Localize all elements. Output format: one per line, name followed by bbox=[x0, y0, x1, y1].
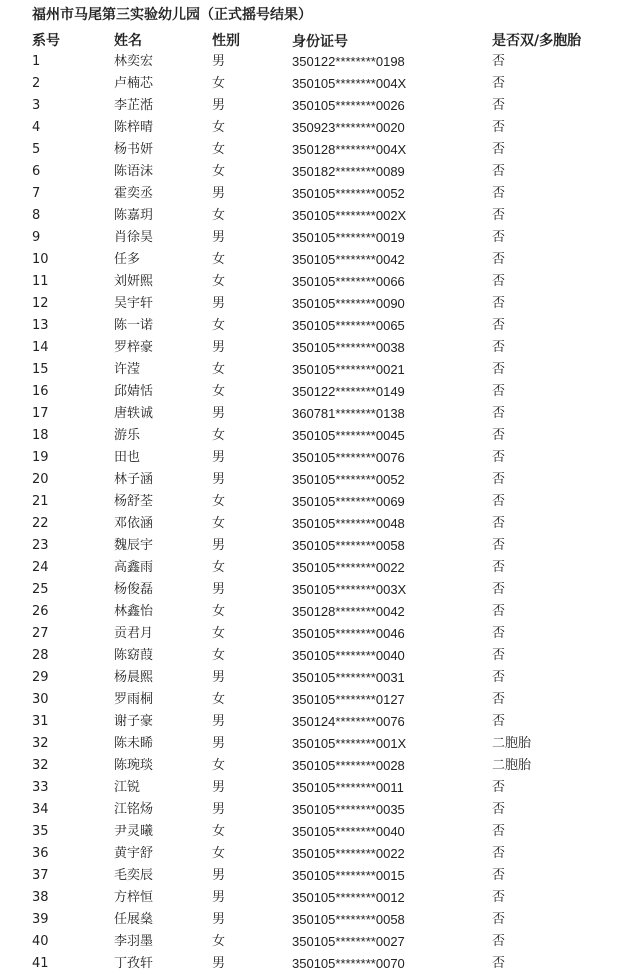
twin-status: 否 bbox=[492, 604, 506, 619]
row-number: 29 bbox=[32, 670, 49, 685]
page-title: 福州市马尾第三实验幼儿园（正式摇号结果） bbox=[32, 7, 312, 23]
twin-status: 否 bbox=[492, 208, 506, 223]
twin-status: 否 bbox=[492, 76, 506, 91]
twin-status: 否 bbox=[492, 120, 506, 135]
student-name: 李羽墨 bbox=[114, 934, 154, 949]
student-id: 350105********0038 bbox=[292, 340, 405, 355]
table-header bbox=[0, 31, 641, 51]
student-gender: 男 bbox=[212, 230, 226, 245]
row-number: 34 bbox=[32, 802, 49, 817]
student-gender: 男 bbox=[212, 956, 226, 971]
student-id: 350105********0070 bbox=[292, 956, 405, 971]
student-gender: 女 bbox=[212, 142, 226, 157]
twin-status: 否 bbox=[492, 186, 506, 201]
student-name: 丁孜轩 bbox=[114, 956, 154, 971]
table-row bbox=[0, 931, 641, 953]
twin-status: 否 bbox=[492, 692, 506, 707]
table-row bbox=[0, 733, 641, 755]
row-number: 30 bbox=[32, 692, 49, 707]
student-name: 吴宇轩 bbox=[114, 296, 154, 311]
table-row bbox=[0, 601, 641, 623]
row-number: 3 bbox=[32, 98, 41, 113]
student-id: 350105********0022 bbox=[292, 846, 405, 861]
student-id: 350105********0058 bbox=[292, 912, 405, 927]
table-row bbox=[0, 645, 641, 667]
table-row bbox=[0, 535, 641, 557]
student-id: 350105********0127 bbox=[292, 692, 405, 707]
student-id: 350105********0069 bbox=[292, 494, 405, 509]
table-row bbox=[0, 139, 641, 161]
results-table bbox=[0, 51, 641, 975]
student-name: 唐轶诚 bbox=[114, 406, 154, 421]
student-id: 350105********0045 bbox=[292, 428, 405, 443]
student-gender: 女 bbox=[212, 824, 226, 839]
student-gender: 女 bbox=[212, 846, 226, 861]
twin-status: 否 bbox=[492, 450, 506, 465]
student-name: 林奕宏 bbox=[114, 54, 154, 69]
row-number: 35 bbox=[32, 824, 49, 839]
table-row bbox=[0, 183, 641, 205]
student-name: 陈嘉玥 bbox=[114, 208, 154, 223]
student-gender: 女 bbox=[212, 516, 226, 531]
student-name: 杨舒荃 bbox=[114, 494, 154, 509]
student-id: 350105********0021 bbox=[292, 362, 405, 377]
table-row bbox=[0, 293, 641, 315]
table-row bbox=[0, 205, 641, 227]
student-id: 350105********0015 bbox=[292, 868, 405, 883]
row-number: 28 bbox=[32, 648, 49, 663]
table-row bbox=[0, 843, 641, 865]
table-row bbox=[0, 799, 641, 821]
student-id: 350105********0012 bbox=[292, 890, 405, 905]
student-gender: 男 bbox=[212, 538, 226, 553]
row-number: 40 bbox=[32, 934, 49, 949]
twin-status: 否 bbox=[492, 362, 506, 377]
student-gender: 女 bbox=[212, 648, 226, 663]
student-gender: 女 bbox=[212, 428, 226, 443]
student-name: 任展燊 bbox=[114, 912, 154, 927]
student-gender: 男 bbox=[212, 890, 226, 905]
row-number: 12 bbox=[32, 296, 49, 311]
twin-status: 否 bbox=[492, 494, 506, 509]
student-name: 刘妍熙 bbox=[114, 274, 154, 289]
table-row bbox=[0, 227, 641, 249]
row-number: 32 bbox=[32, 736, 49, 751]
student-gender: 女 bbox=[212, 384, 226, 399]
student-name: 李芷湉 bbox=[114, 98, 154, 113]
student-name: 卢楠芯 bbox=[114, 76, 154, 91]
student-name: 陈未睎 bbox=[114, 736, 154, 751]
twin-status: 否 bbox=[492, 824, 506, 839]
student-gender: 女 bbox=[212, 76, 226, 91]
twin-status: 否 bbox=[492, 670, 506, 685]
twin-status: 二胞胎 bbox=[492, 758, 532, 773]
student-gender: 女 bbox=[212, 274, 226, 289]
row-number: 2 bbox=[32, 76, 41, 91]
table-row bbox=[0, 315, 641, 337]
student-gender: 男 bbox=[212, 406, 226, 421]
student-id: 350105********0052 bbox=[292, 186, 405, 201]
student-id: 350105********0019 bbox=[292, 230, 405, 245]
student-gender: 男 bbox=[212, 54, 226, 69]
table-row bbox=[0, 469, 641, 491]
row-number: 5 bbox=[32, 142, 41, 157]
column-header-name: 姓名 bbox=[114, 33, 142, 49]
row-number: 32 bbox=[32, 758, 49, 773]
student-gender: 男 bbox=[212, 450, 226, 465]
student-id: 350124********0076 bbox=[292, 714, 405, 729]
twin-status: 否 bbox=[492, 582, 506, 597]
student-name: 肖徐昊 bbox=[114, 230, 154, 245]
twin-status: 否 bbox=[492, 956, 506, 971]
student-gender: 女 bbox=[212, 120, 226, 135]
row-number: 37 bbox=[32, 868, 49, 883]
student-id: 350105********002X bbox=[292, 208, 407, 223]
twin-status: 否 bbox=[492, 296, 506, 311]
column-header-id: 身份证号 bbox=[292, 33, 348, 49]
student-name: 江锐 bbox=[114, 780, 141, 795]
student-gender: 女 bbox=[212, 252, 226, 267]
table-row bbox=[0, 359, 641, 381]
twin-status: 否 bbox=[492, 934, 506, 949]
twin-status: 否 bbox=[492, 538, 506, 553]
table-row bbox=[0, 491, 641, 513]
student-name: 贡君月 bbox=[114, 626, 154, 641]
row-number: 18 bbox=[32, 428, 49, 443]
student-gender: 女 bbox=[212, 362, 226, 377]
twin-status: 否 bbox=[492, 406, 506, 421]
twin-status: 否 bbox=[492, 516, 506, 531]
table-row bbox=[0, 865, 641, 887]
student-name: 邱婧恬 bbox=[114, 384, 154, 399]
student-gender: 女 bbox=[212, 604, 226, 619]
student-name: 游乐 bbox=[114, 428, 141, 443]
twin-status: 否 bbox=[492, 230, 506, 245]
twin-status: 否 bbox=[492, 252, 506, 267]
student-id: 350105********0048 bbox=[292, 516, 405, 531]
table-row bbox=[0, 623, 641, 645]
student-name: 许滢 bbox=[114, 362, 141, 377]
row-number: 31 bbox=[32, 714, 49, 729]
table-row bbox=[0, 711, 641, 733]
table-row bbox=[0, 953, 641, 975]
student-name: 方梓恒 bbox=[114, 890, 154, 905]
twin-status: 否 bbox=[492, 274, 506, 289]
row-number: 23 bbox=[32, 538, 49, 553]
row-number: 39 bbox=[32, 912, 49, 927]
row-number: 9 bbox=[32, 230, 41, 245]
twin-status: 否 bbox=[492, 164, 506, 179]
table-row bbox=[0, 909, 641, 931]
table-row bbox=[0, 337, 641, 359]
twin-status: 否 bbox=[492, 340, 506, 355]
student-name: 黄宇舒 bbox=[114, 846, 154, 861]
table-row bbox=[0, 381, 641, 403]
student-name: 杨晨熙 bbox=[114, 670, 154, 685]
student-id: 350105********0040 bbox=[292, 648, 405, 663]
student-id: 350105********0040 bbox=[292, 824, 405, 839]
student-name: 林鑫怡 bbox=[114, 604, 154, 619]
student-gender: 男 bbox=[212, 186, 226, 201]
student-gender: 女 bbox=[212, 318, 226, 333]
student-gender: 女 bbox=[212, 758, 226, 773]
student-gender: 男 bbox=[212, 296, 226, 311]
student-gender: 女 bbox=[212, 626, 226, 641]
student-id: 350105********0011 bbox=[292, 780, 404, 795]
table-row bbox=[0, 161, 641, 183]
row-number: 17 bbox=[32, 406, 49, 421]
student-name: 罗雨桐 bbox=[114, 692, 154, 707]
twin-status: 否 bbox=[492, 472, 506, 487]
table-row bbox=[0, 51, 641, 73]
twin-status: 否 bbox=[492, 868, 506, 883]
row-number: 15 bbox=[32, 362, 49, 377]
student-gender: 男 bbox=[212, 802, 226, 817]
twin-status: 否 bbox=[492, 54, 506, 69]
student-id: 350122********0198 bbox=[292, 54, 405, 69]
table-row bbox=[0, 755, 641, 777]
table-row bbox=[0, 73, 641, 95]
student-id: 350105********0090 bbox=[292, 296, 405, 311]
student-id: 350105********0028 bbox=[292, 758, 405, 773]
student-id: 350105********0058 bbox=[292, 538, 405, 553]
twin-status: 否 bbox=[492, 714, 506, 729]
table-row bbox=[0, 447, 641, 469]
row-number: 24 bbox=[32, 560, 49, 575]
row-number: 4 bbox=[32, 120, 41, 135]
row-number: 13 bbox=[32, 318, 49, 333]
student-id: 350105********0046 bbox=[292, 626, 405, 641]
row-number: 41 bbox=[32, 956, 49, 971]
student-id: 350105********0042 bbox=[292, 252, 405, 267]
row-number: 25 bbox=[32, 582, 49, 597]
student-gender: 男 bbox=[212, 714, 226, 729]
twin-status: 否 bbox=[492, 648, 506, 663]
table-row bbox=[0, 821, 641, 843]
student-id: 350122********0149 bbox=[292, 384, 405, 399]
student-id: 350105********0022 bbox=[292, 560, 405, 575]
table-row bbox=[0, 667, 641, 689]
student-id: 350105********0065 bbox=[292, 318, 405, 333]
student-name: 林子涵 bbox=[114, 472, 154, 487]
student-name: 陈语沫 bbox=[114, 164, 154, 179]
student-name: 罗梓豪 bbox=[114, 340, 154, 355]
student-name: 江铭炀 bbox=[114, 802, 154, 817]
table-row bbox=[0, 117, 641, 139]
row-number: 26 bbox=[32, 604, 49, 619]
row-number: 38 bbox=[32, 890, 49, 905]
row-number: 7 bbox=[32, 186, 41, 201]
student-gender: 男 bbox=[212, 780, 226, 795]
row-number: 20 bbox=[32, 472, 49, 487]
table-row bbox=[0, 777, 641, 799]
student-id: 350182********0089 bbox=[292, 164, 405, 179]
row-number: 16 bbox=[32, 384, 49, 399]
twin-status: 否 bbox=[492, 780, 506, 795]
student-gender: 女 bbox=[212, 494, 226, 509]
student-id: 350105********0076 bbox=[292, 450, 405, 465]
student-gender: 女 bbox=[212, 934, 226, 949]
table-row bbox=[0, 689, 641, 711]
student-gender: 女 bbox=[212, 164, 226, 179]
row-number: 19 bbox=[32, 450, 49, 465]
twin-status: 否 bbox=[492, 626, 506, 641]
table-row bbox=[0, 579, 641, 601]
student-name: 田也 bbox=[114, 450, 141, 465]
student-name: 魏辰宇 bbox=[114, 538, 154, 553]
row-number: 33 bbox=[32, 780, 49, 795]
student-gender: 男 bbox=[212, 868, 226, 883]
student-name: 尹灵曦 bbox=[114, 824, 154, 839]
twin-status: 否 bbox=[492, 98, 506, 113]
twin-status: 否 bbox=[492, 912, 506, 927]
student-gender: 男 bbox=[212, 736, 226, 751]
twin-status: 否 bbox=[492, 802, 506, 817]
twin-status: 否 bbox=[492, 846, 506, 861]
twin-status: 否 bbox=[492, 428, 506, 443]
student-gender: 男 bbox=[212, 340, 226, 355]
student-id: 350128********004X bbox=[292, 142, 407, 157]
student-name: 陈梓晴 bbox=[114, 120, 154, 135]
student-id: 350105********0052 bbox=[292, 472, 405, 487]
row-number: 11 bbox=[32, 274, 49, 289]
table-row bbox=[0, 425, 641, 447]
row-number: 22 bbox=[32, 516, 49, 531]
student-name: 谢子豪 bbox=[114, 714, 154, 729]
student-id: 350105********0026 bbox=[292, 98, 405, 113]
table-row bbox=[0, 403, 641, 425]
student-name: 邓依涵 bbox=[114, 516, 154, 531]
twin-status: 否 bbox=[492, 318, 506, 333]
student-gender: 男 bbox=[212, 670, 226, 685]
student-id: 350105********0035 bbox=[292, 802, 405, 817]
student-id: 350105********0066 bbox=[292, 274, 405, 289]
row-number: 10 bbox=[32, 252, 49, 267]
twin-status: 否 bbox=[492, 142, 506, 157]
student-gender: 女 bbox=[212, 692, 226, 707]
student-name: 陈窈葭 bbox=[114, 648, 154, 663]
student-name: 杨书妍 bbox=[114, 142, 154, 157]
student-id: 350105********0027 bbox=[292, 934, 405, 949]
student-name: 任多 bbox=[114, 252, 141, 267]
table-row bbox=[0, 249, 641, 271]
student-gender: 男 bbox=[212, 912, 226, 927]
row-number: 6 bbox=[32, 164, 41, 179]
row-number: 21 bbox=[32, 494, 49, 509]
column-header-number: 系号 bbox=[32, 33, 60, 49]
student-name: 陈一诺 bbox=[114, 318, 154, 333]
student-name: 陈琬琰 bbox=[114, 758, 154, 773]
student-gender: 男 bbox=[212, 472, 226, 487]
table-row bbox=[0, 513, 641, 535]
row-number: 1 bbox=[32, 54, 41, 69]
student-gender: 男 bbox=[212, 98, 226, 113]
twin-status: 否 bbox=[492, 890, 506, 905]
student-id: 350923********0020 bbox=[292, 120, 405, 135]
table-row bbox=[0, 557, 641, 579]
student-id: 350128********0042 bbox=[292, 604, 405, 619]
twin-status: 否 bbox=[492, 560, 506, 575]
column-header-gender: 性别 bbox=[212, 33, 240, 49]
table-row bbox=[0, 887, 641, 909]
student-gender: 男 bbox=[212, 582, 226, 597]
student-gender: 女 bbox=[212, 208, 226, 223]
row-number: 36 bbox=[32, 846, 49, 861]
student-name: 毛奕辰 bbox=[114, 868, 154, 883]
student-id: 350105********003X bbox=[292, 582, 407, 597]
twin-status: 二胞胎 bbox=[492, 736, 532, 751]
row-number: 27 bbox=[32, 626, 49, 641]
row-number: 14 bbox=[32, 340, 49, 355]
student-name: 高鑫雨 bbox=[114, 560, 154, 575]
student-name: 杨俊磊 bbox=[114, 582, 154, 597]
column-header-twin: 是否双/多胞胎 bbox=[492, 33, 582, 49]
student-gender: 女 bbox=[212, 560, 226, 575]
student-id: 350105********001X bbox=[292, 736, 407, 751]
table-row bbox=[0, 271, 641, 293]
table-row bbox=[0, 95, 641, 117]
student-id: 350105********004X bbox=[292, 76, 407, 91]
twin-status: 否 bbox=[492, 384, 506, 399]
student-id: 360781********0138 bbox=[292, 406, 405, 421]
student-name: 霍奕丞 bbox=[114, 186, 154, 201]
row-number: 8 bbox=[32, 208, 41, 223]
student-id: 350105********0031 bbox=[292, 670, 405, 685]
